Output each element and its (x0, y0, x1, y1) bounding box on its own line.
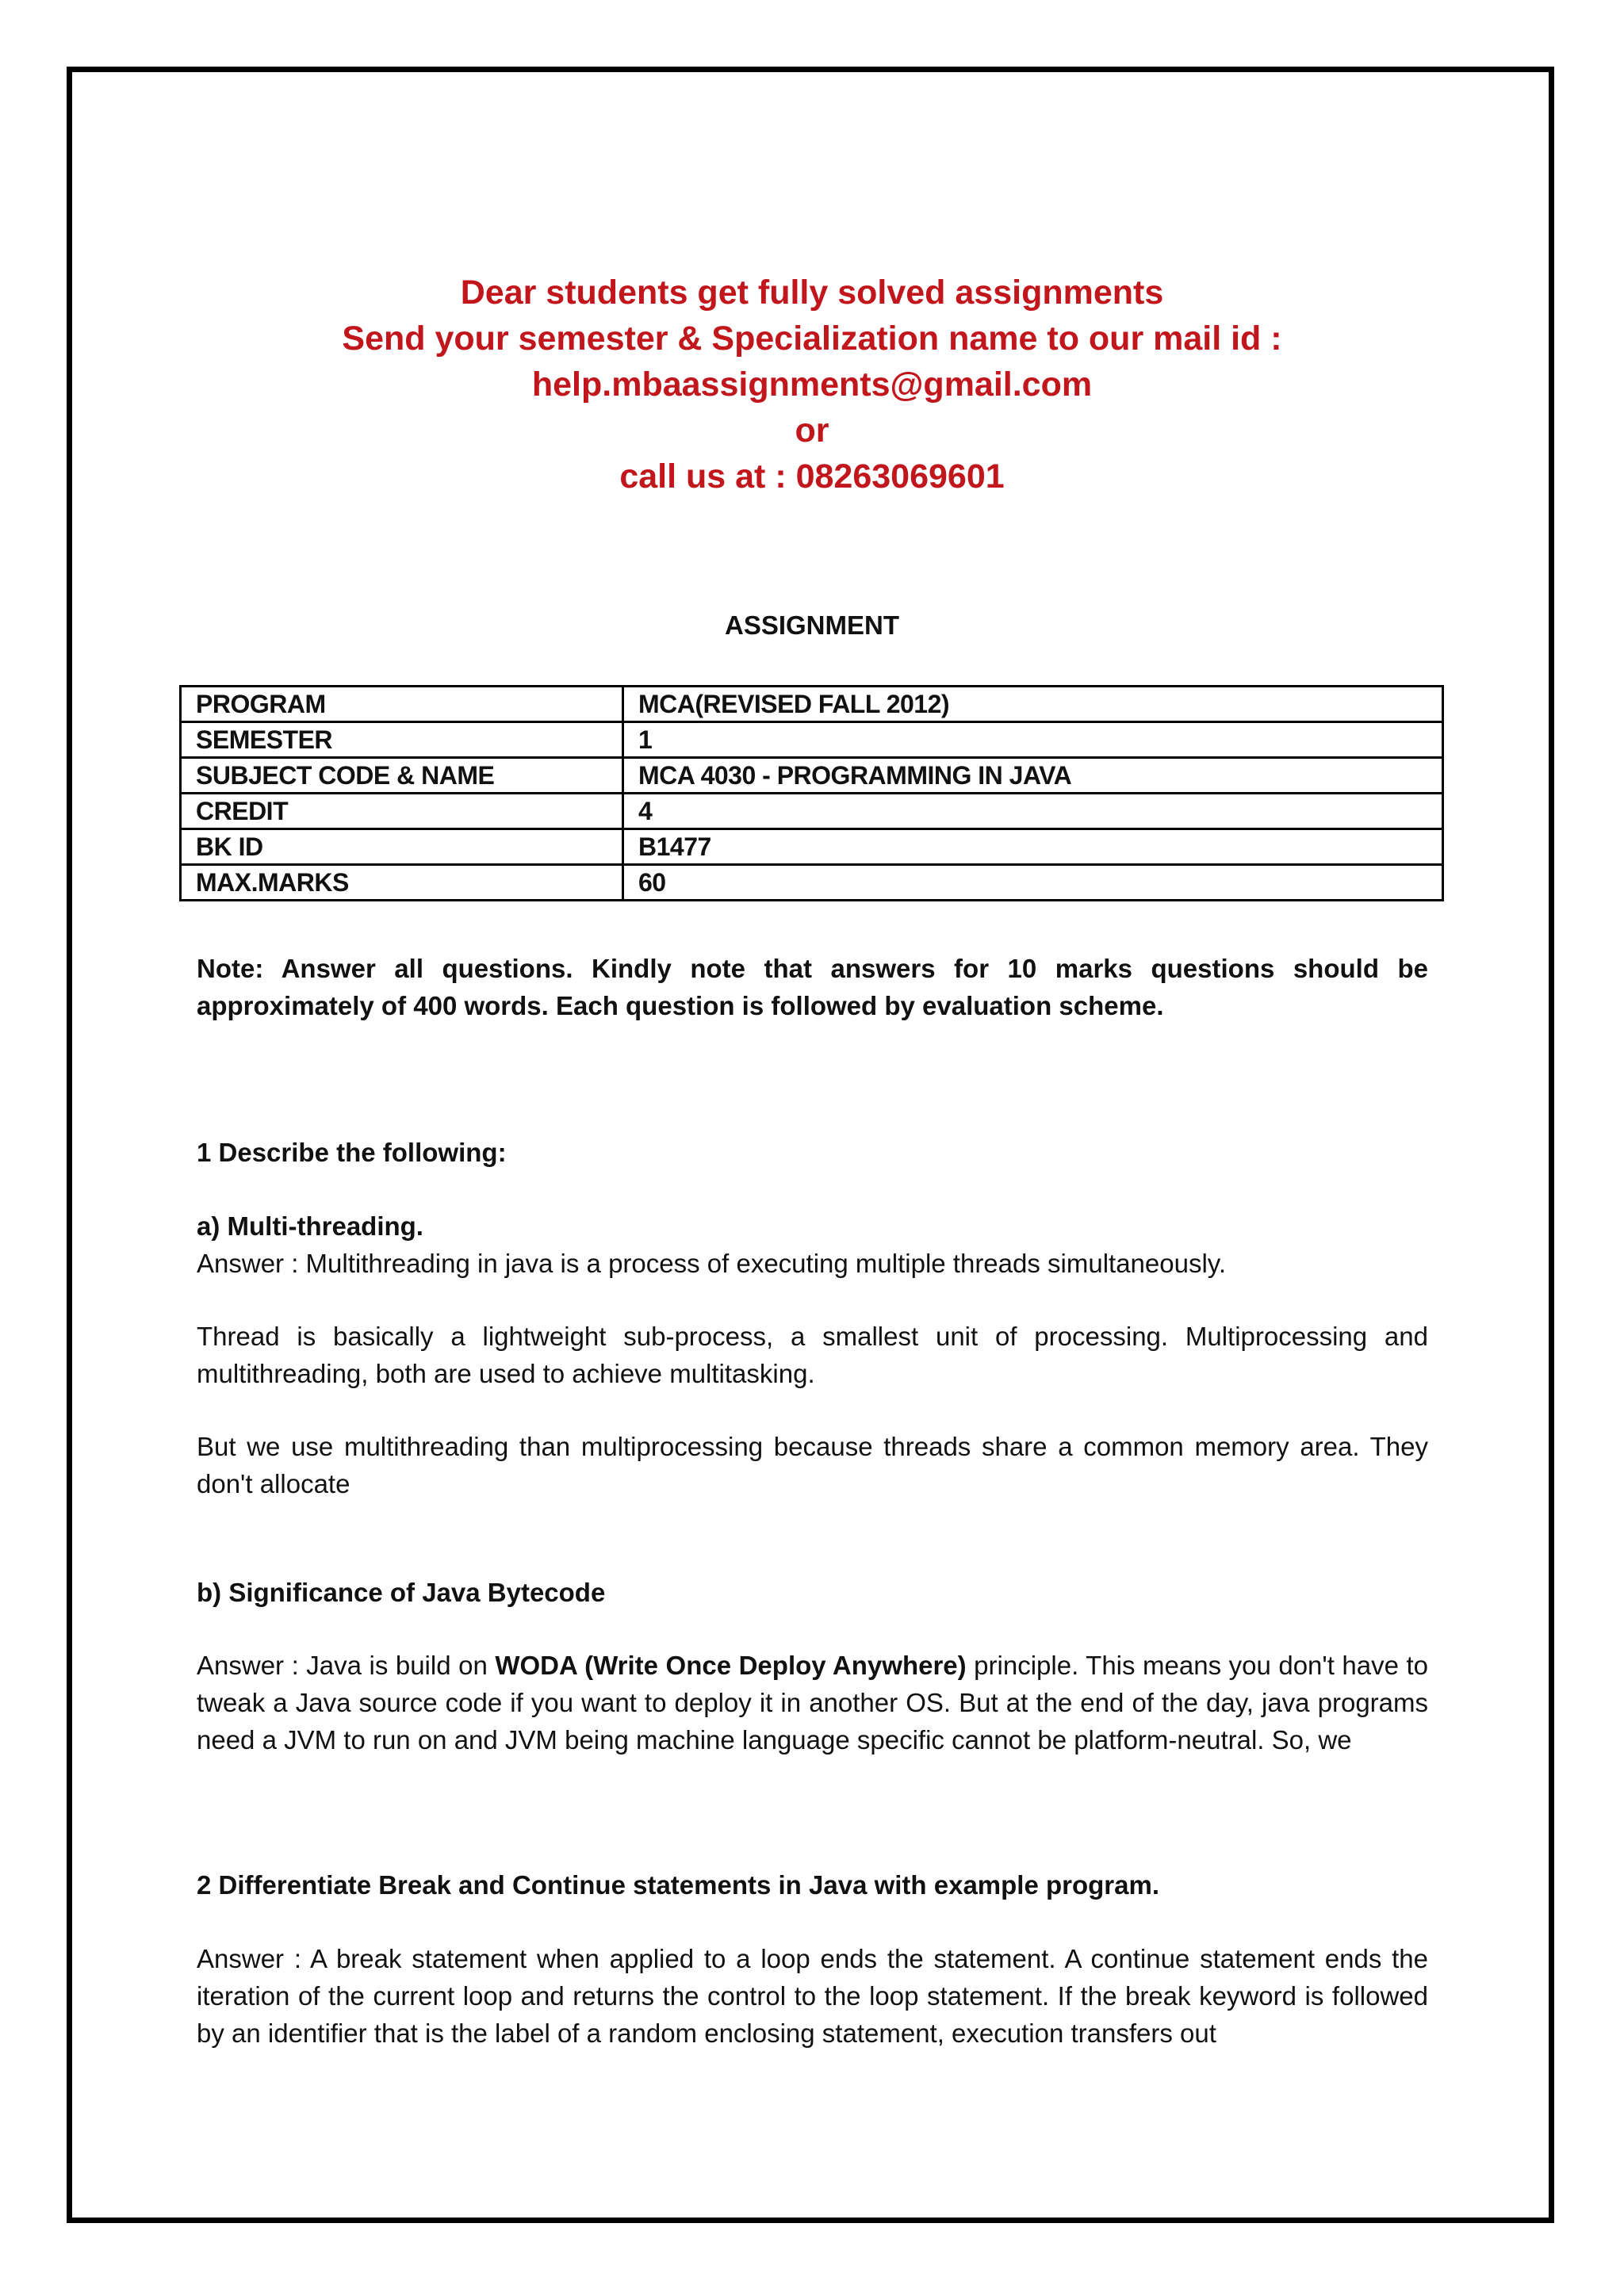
question-1a-paragraph-3: But we use multithreading than multiprocessing because threads share a common memory area. They don't allocate (197, 1432, 1428, 1498)
row-value: 1 (623, 722, 1443, 758)
answer-prefix: Answer : Java is build on (197, 1651, 496, 1680)
row-value: 4 (623, 794, 1443, 829)
question-1a-heading: a) Multi-threading. (197, 1211, 423, 1241)
table-row (181, 687, 1443, 722)
assignment-title: ASSIGNMENT (724, 610, 899, 640)
row-label: SEMESTER (181, 722, 623, 758)
promo-line-1: Dear students get fully solved assignments (460, 274, 1164, 312)
promo-phone: call us at : 08263069601 (619, 457, 1005, 496)
table-row (181, 758, 1443, 794)
row-value: MCA(REVISED FALL 2012) (623, 687, 1443, 722)
row-value: MCA 4030 - PROGRAMMING IN JAVA (623, 758, 1443, 794)
table-row (181, 865, 1443, 901)
table-row (181, 794, 1443, 829)
promo-or: or (795, 411, 829, 450)
question-2-answer: Answer : A break statement when applied to a loop ends the statement. A continue statement ends the iteration of the current loop and returns the control to the loop statement. If the break keyword is followed by an identifier that is the label of a random enclosing statement, execution transfers out (197, 1944, 1428, 2048)
row-label: SUBJECT CODE & NAME (181, 758, 623, 794)
info-table (179, 685, 1444, 901)
row-value: B1477 (623, 829, 1443, 865)
question-2-heading: 2 Differentiate Break and Continue statements in Java with example program. (197, 1870, 1160, 1900)
promo-line-2: Send your semester & Specialization name to our mail id : (342, 320, 1282, 358)
row-value: 60 (623, 865, 1443, 901)
question-1a-answer: Answer : Multithreading in java is a process of executing multiple threads simultaneously. (197, 1249, 1227, 1278)
table-row (181, 829, 1443, 865)
note: Note: Answer all questions. Kindly note that answers for 10 marks questions should be approximately of 400 words. Each question is followed by evaluation scheme. (197, 954, 1428, 1020)
answer-rest: principle. This means you don't have to tweak a Java source code if you want to deploy it in another OS. But at the end of the day, java programs need a JVM to run on and JVM being machine language specific cannot be platform-neutral. So, we (197, 1651, 1429, 1755)
promo-email: help.mbaassignments@gmail.com (531, 365, 1093, 404)
promo-block (0, 270, 1624, 499)
question-1b-heading: b) Significance of Java Bytecode (197, 1578, 606, 1607)
row-label: CREDIT (181, 794, 623, 829)
question-1b-answer (197, 1647, 1428, 1758)
row-label: MAX.MARKS (181, 865, 623, 901)
question-1-heading: 1 Describe the following: (197, 1138, 507, 1167)
row-label: PROGRAM (181, 687, 623, 722)
row-label: BK ID (181, 829, 623, 865)
woda-term: WODA (Write Once Deploy Anywhere) (495, 1651, 967, 1680)
question-1a-paragraph-2: Thread is basically a lightweight sub-process, a smallest unit of processing. Multiprocessing and multithreading, both are used to achieve multitasking. (197, 1322, 1428, 1388)
table-row (181, 722, 1443, 758)
